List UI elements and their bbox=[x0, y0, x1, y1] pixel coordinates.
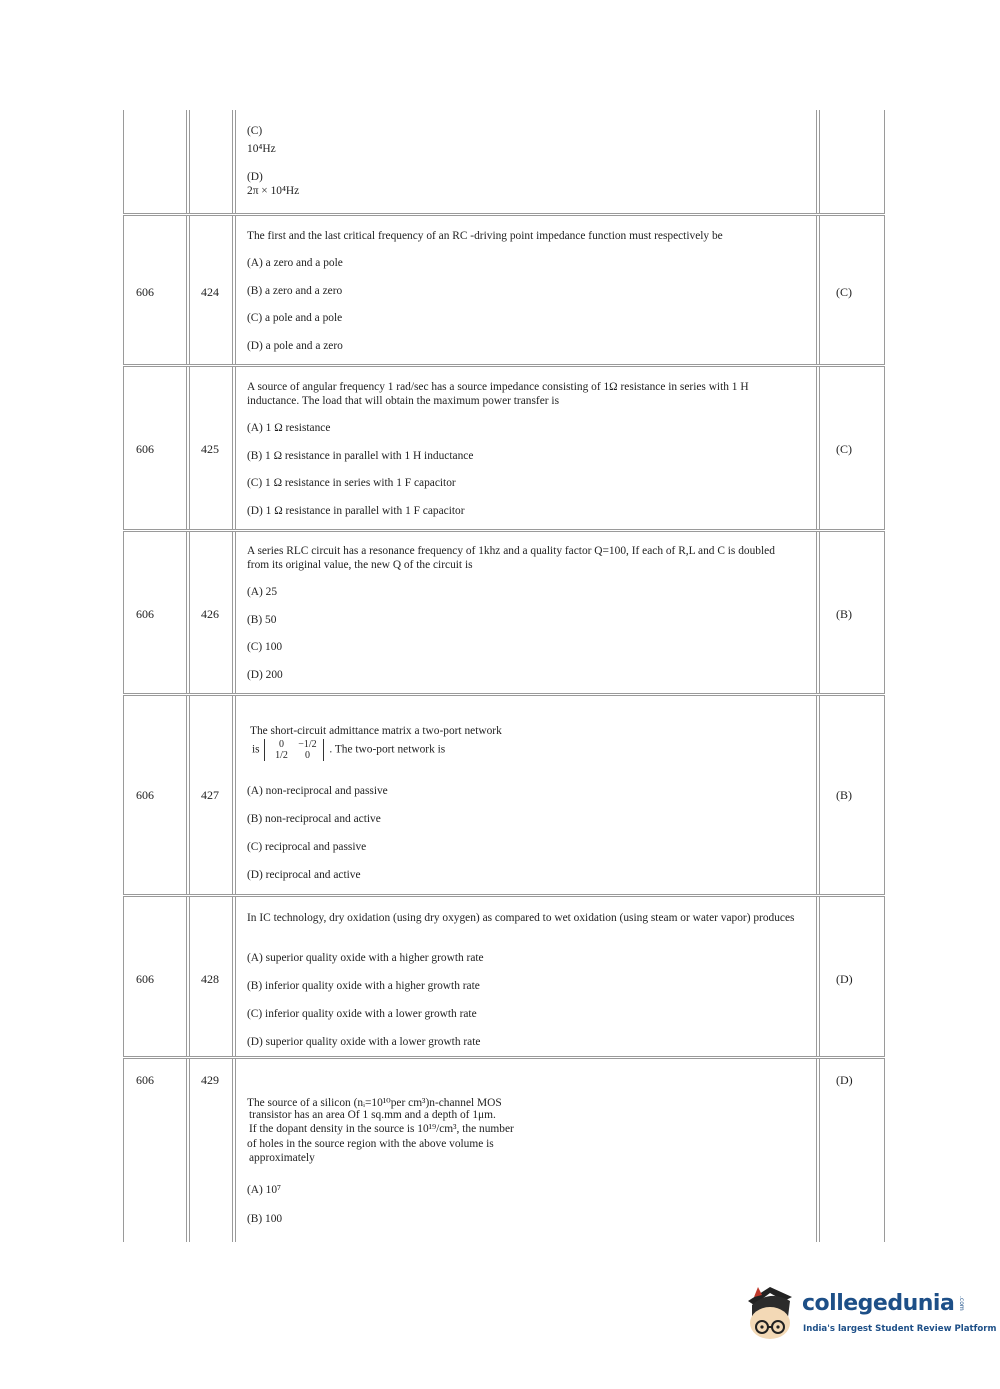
question-text-tail: . The two-port network is bbox=[329, 743, 446, 756]
option-a: (A) 1 Ω resistance bbox=[247, 422, 331, 434]
option-a: (A) non-reciprocal and passive bbox=[247, 785, 388, 797]
answer-key: (B) bbox=[836, 788, 852, 802]
option-d: (D) 200 bbox=[247, 669, 283, 681]
paper-code: 606 bbox=[136, 285, 154, 299]
option-label: (D) bbox=[247, 171, 263, 183]
matrix-cell: −1/2 bbox=[298, 739, 317, 750]
option-d: (D) 1 Ω resistance in parallel with 1 F capacitor bbox=[247, 505, 465, 517]
question-text: A source of angular frequency 1 rad/sec has a source impedance consisting of 1Ω resistance in series with 1 H inductance. The load that will obtain the maximum power transfer is bbox=[247, 381, 749, 407]
question-text-line: transistor has an area Of 1 sq.mm and a depth of 1μm. bbox=[249, 1109, 496, 1121]
table-row bbox=[123, 110, 885, 214]
question-number: 427 bbox=[201, 788, 219, 802]
table-row bbox=[123, 1059, 885, 1242]
option-c: (C) 100 bbox=[247, 641, 283, 653]
option-a: (A) superior quality oxide with a higher growth rate bbox=[247, 952, 484, 964]
option-c: (C) 1 Ω resistance in series with 1 F capacitor bbox=[247, 477, 456, 489]
paper-code: 606 bbox=[136, 1073, 154, 1087]
option-d: (D) a pole and a zero bbox=[247, 340, 343, 352]
table-row bbox=[123, 216, 885, 365]
matrix-cell: 1/2 bbox=[275, 750, 288, 761]
paper-code: 606 bbox=[136, 442, 154, 456]
answer-key: (D) bbox=[836, 972, 853, 986]
option-c: (C) inferior quality oxide with a lower growth rate bbox=[247, 1008, 477, 1020]
question-text-is: is bbox=[252, 743, 260, 756]
option-b: (B) 50 bbox=[247, 614, 277, 626]
option-b: (B) 1 Ω resistance in parallel with 1 H inductance bbox=[247, 450, 474, 462]
paper-code: 606 bbox=[136, 788, 154, 802]
question-text-line: approximately bbox=[249, 1152, 315, 1164]
option-a: (A) 10⁷ bbox=[247, 1184, 282, 1196]
question-text: The first and the last critical frequency of an RC -driving point impedance function must respectively be bbox=[247, 230, 723, 242]
option-d: (D) reciprocal and active bbox=[247, 869, 361, 881]
question-text-line: of holes in the source region with the above volume is bbox=[247, 1138, 494, 1150]
question-text-line: If the dopant density in the source is 10¹⁹/cm³, the number bbox=[249, 1123, 514, 1135]
collegedunia-logo bbox=[740, 1283, 997, 1353]
brand-name: collegedunia bbox=[802, 1291, 955, 1316]
option-c: (C) reciprocal and passive bbox=[247, 841, 367, 853]
table-row bbox=[123, 696, 885, 895]
table-row bbox=[123, 897, 885, 1057]
brand-domain: .com bbox=[958, 1296, 965, 1311]
question-text: The short-circuit admittance matrix a two-port network bbox=[250, 725, 502, 737]
answer-key: (B) bbox=[836, 607, 852, 621]
paper-code: 606 bbox=[136, 972, 154, 986]
question-number: 424 bbox=[201, 285, 219, 299]
option-value: 2π × 10⁴Hz bbox=[247, 185, 300, 197]
paper-code: 606 bbox=[136, 607, 154, 621]
question-matrix-line bbox=[252, 739, 445, 761]
table-row bbox=[123, 532, 885, 694]
option-a: (A) a zero and a pole bbox=[247, 257, 343, 269]
option-b: (B) inferior quality oxide with a higher growth rate bbox=[247, 980, 480, 992]
option-b: (B) 100 bbox=[247, 1213, 283, 1225]
question-text-line: The source of a silicon (nᵢ=10¹⁰per cm³)n-channel MOS bbox=[247, 1097, 502, 1109]
mascot-icon bbox=[740, 1283, 802, 1353]
option-b: (B) non-reciprocal and active bbox=[247, 813, 381, 825]
question-number: 426 bbox=[201, 607, 219, 621]
answer-key: (C) bbox=[836, 442, 852, 456]
option-c: (C) a pole and a pole bbox=[247, 312, 343, 324]
option-d: (D) superior quality oxide with a lower growth rate bbox=[247, 1036, 481, 1048]
brand-tagline: India's largest Student Review Platform bbox=[803, 1324, 997, 1334]
question-number: 425 bbox=[201, 442, 219, 456]
option-b: (B) a zero and a zero bbox=[247, 285, 343, 297]
matrix-cell: 0 bbox=[304, 750, 310, 761]
table-row bbox=[123, 367, 885, 530]
question-number: 428 bbox=[201, 972, 219, 986]
option-value: 10⁴Hz bbox=[247, 143, 276, 155]
option-a: (A) 25 bbox=[247, 586, 278, 598]
answer-key: (D) bbox=[836, 1073, 853, 1087]
question-text: In IC technology, dry oxidation (using dry oxygen) as compared to wet oxidation (using steam or water vapor) produces bbox=[247, 912, 795, 924]
admittance-matrix bbox=[264, 739, 324, 761]
option-label: (C) bbox=[247, 125, 263, 137]
matrix-cell: 0 bbox=[278, 739, 284, 750]
question-table bbox=[123, 110, 885, 1242]
question-number: 429 bbox=[201, 1073, 219, 1087]
question-text: A series RLC circuit has a resonance frequency of 1khz and a quality factor Q=100, If each of R,L and C is doubled from its original value, the new Q of the circuit is bbox=[247, 545, 775, 571]
answer-key: (C) bbox=[836, 285, 852, 299]
